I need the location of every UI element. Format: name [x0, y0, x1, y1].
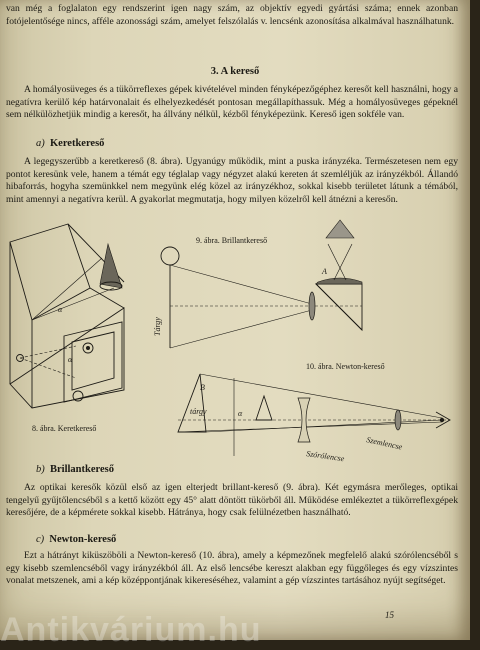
- fig8-ray: [32, 288, 114, 320]
- paragraph-keretkereso: A legegyszerűbb a keretkereső (8. ábra). Ugyanúgy működik, mint a puska irányzéka. Természetesen nem egy pontot keresünk vele, hanem a témát egy téglalap vagy négyzet alakú kereten át szemléljük az irányzékból. Állandó hibaforrás, hogyha szemünkkel nem megyünk elég közel az irányzékhoz, sokkal kisebb területet látunk a témából, mint amennyi a negatívra kerül. A gyakorlat megmutatja, hogy milyen közelről kell átnézni a keresőn.: [6, 156, 458, 205]
- fig9-ray: [170, 265, 312, 304]
- figure-8-diagram: [4, 218, 164, 418]
- fig8-cone: [100, 244, 122, 288]
- fig9-object-circle: [161, 247, 179, 265]
- fig8-base: [10, 308, 124, 408]
- fig10-eye-pupil: [440, 418, 444, 422]
- subheading-letter: c): [36, 534, 45, 545]
- fig9-A-label: A: [322, 267, 327, 276]
- fig8-knob: [73, 391, 83, 401]
- section-intro: A homályosüveges és a tükörreflexes gépek kivételével minden fényképezőgéphez keresőt kell használni, hogy a negatívra kerülő kép határvonalait és elhelyezkedését pontosan megállapíthassuk. Még a homályosüveges gépeknél sem nélkülözhetjük mindig a keresőt, ha állvány nélkül, kézből fényképezünk. Kereső igen sokféle van.: [6, 84, 458, 120]
- fig10-diverging-label: Szórólencse: [305, 449, 345, 464]
- subheading-brillantkereso: [36, 464, 114, 475]
- subheading-letter: b): [36, 464, 45, 475]
- figure-9-caption: 9. ábra. Brillantkereső: [196, 236, 268, 245]
- page-number: 15: [385, 610, 394, 620]
- top-paragraph: van még a foglalaton egy rendszerint igen nagy szám, az objektív egyedi gyártási száma; ennek azonban fotójelentősége nincs, afféle azonossági szám, amelyet felszólalás v. lencsénk azonosítása alkalmával használhatunk.: [6, 3, 458, 27]
- fig10-eyepiece-label: Szemlencse: [365, 435, 404, 452]
- fig9-object-label: Tárgy: [153, 317, 162, 336]
- figure-10-diagram: [160, 368, 460, 464]
- fig9-viewing-lens: [316, 278, 362, 284]
- figure-8-caption: 8. ábra. Keretkereső: [32, 424, 97, 433]
- paragraph-brillantkereso: Az optikai keresők közül első az igen elterjedt brillant-kereső (9. ábra). Két egymásra merőleges, optikai tengelyű gyűjtőlencséből s a kettő között egy 45° alatt döntött tükörből áll. Működése emlékeztet a tükörreflexgépek keresőjére, de a képmérete sokkal kisebb. Hátránya, hogy csak felülnézetben használható.: [6, 482, 458, 518]
- fig10-ray: [200, 374, 442, 418]
- subheading-title: Newton-kereső: [49, 534, 117, 545]
- fig10-image-triangle: [256, 396, 272, 420]
- fig8-sight-dot: [86, 346, 90, 350]
- subheading-title: Keretkereső: [50, 138, 105, 149]
- fig9-ray: [170, 310, 312, 348]
- section-heading: 3. A kereső: [210, 66, 260, 77]
- fig10-ray: [206, 420, 442, 432]
- subheading-keretkereso: [36, 138, 104, 149]
- paragraph-newtonkereso: Ezt a hátrányt kiküszöböli a Newton-kereső (10. ábra), amely a képmezőnek megfelelő alakú szórólencséből s egy kisebb szemlencséből vagy irányzékból áll. Az első lencsébe kereszt alakban egy függőleges és egy vízszintes vonalat metszenek, ami a kép középpontjának kikereséséhez, valamint a gép vízszintes tartásához nyújt segítséget.: [6, 550, 458, 586]
- subheading-letter: a): [36, 138, 45, 149]
- fig9-objective-lens: [309, 292, 315, 320]
- subheading-newtonkereso: [36, 534, 116, 545]
- fig10-eyepiece-lens: [395, 410, 401, 430]
- fig9-mirror: [316, 284, 362, 330]
- fig8-back-frame: [10, 224, 90, 320]
- fig8-alpha-label-2: α: [68, 355, 73, 364]
- subheading-title: Brillantkereső: [50, 464, 114, 475]
- figure-10-caption: 10. ábra. Newton-kereső: [306, 362, 385, 371]
- figure-9-diagram: [150, 244, 470, 354]
- fig8-inner-frame: [72, 332, 114, 390]
- fig9-image-cone: [326, 220, 354, 238]
- watermark-text: Antikvárium.hu: [0, 611, 262, 649]
- fig10-object-label: tárgy: [190, 407, 207, 416]
- fig8-alpha-label: α: [58, 305, 63, 314]
- fig10-B-label: B: [200, 383, 205, 392]
- fig10-alpha-label: α: [238, 409, 243, 418]
